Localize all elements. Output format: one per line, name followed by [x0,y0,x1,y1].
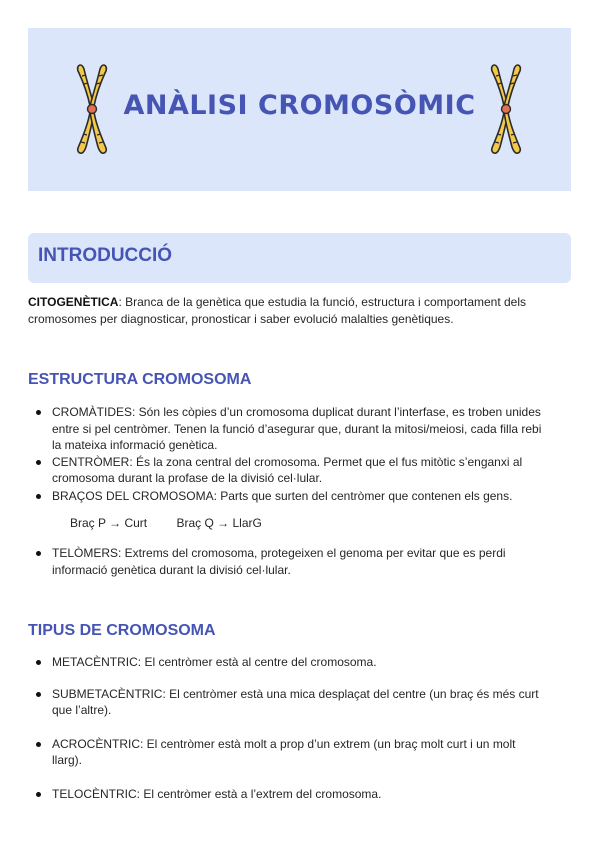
list-item: SUBMETACÈNTRIC: El centròmer està una mica desplaçat del centre (un braç és més curt que l’altre). [28,686,548,719]
list-item: METACÈNTRIC: El centròmer està al centre del cromosoma. [28,654,548,671]
intro-paragraph [28,294,576,328]
structure-list [28,404,548,504]
list-item: ACROCÈNTRIC: El centròmer està molt a prop d’un extrem (un braç molt curt i un molt llarg). [28,736,548,769]
list-item: TELÒMERS: Extrems del cromosoma, protegeixen el genoma per evitar que es perdi informació genètica durant la divisió cel·lular. [28,545,548,578]
telomeres-list [28,545,548,578]
intro-heading: INTRODUCCIÓ [38,245,173,266]
title-banner [28,28,571,191]
structure-heading: ESTRUCTURA CROMOSOMA [28,371,252,388]
arm-q-label: Braç Q → LlarG [176,516,262,530]
intro-definition: : Branca de la genètica que estudia la funció, estructura i comportament dels cromosomes per diagnosticar, pronosticar i saber evolució malalties genètiques. [28,295,527,326]
list-item: TELOCÈNTRIC: El centròmer està a l’extrem del cromosoma. [28,786,548,803]
arms-line [70,516,262,530]
types-heading: TIPUS DE CROMOSOMA [28,622,216,639]
page-title: ANÀLISI CROMOSÒMIC [123,90,476,121]
arm-p-label: Braç P → Curt [70,516,148,530]
list-item: CROMÀTIDES: Són les còpies d’un cromosoma duplicat durant l’interfase, es troben unides entre si pel centròmer. Tenen la funció d’asegurar que, durant la mitosi/meiosi, cada filla rebi la mateixa informació genètica. [28,404,548,454]
chromosome-icon [488,62,524,156]
list-item: BRAÇOS DEL CROMOSOMA: Parts que surten del centròmer que contenen els gens. [28,488,548,505]
list-item: CENTRÒMER: És la zona central del cromosoma. Permet que el fus mitòtic s’enganxi al cromosoma durant la profase de la divisió cel·lular. [28,454,548,487]
types-list [28,654,548,802]
intro-heading-box [28,233,571,283]
intro-term: CITOGENÈTICA [28,295,119,309]
